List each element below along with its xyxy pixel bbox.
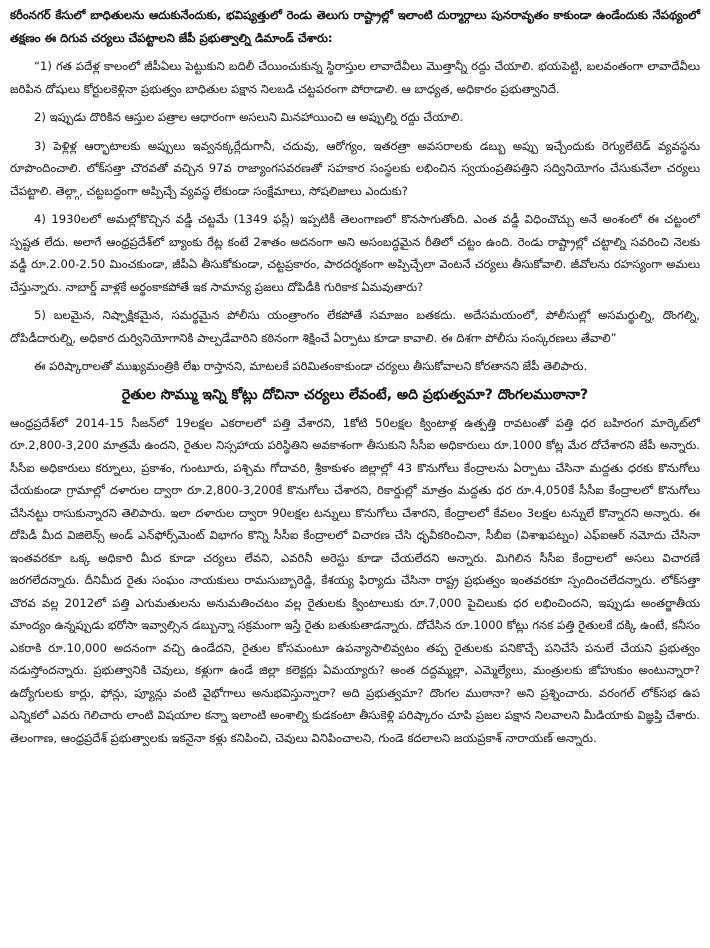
body-paragraph: ఆంధ్రప్రదేశ్‌లో 2014-15 సీజన్‌లో 19లక్షల ఎకరాలలో పత్తి వేశారని, 1కోటి 50లక్షల క్వింటాళ్ల ఉత్పత్తి రావటంతో పత్తి ధర బహిరంగ మార్కెట్‌లో రూ.2,800-3,200 మాత్రమే ఉందని, రైతుల నిస్సహాయ పరిస్థితిని అవకాశంగా తీసుకుని సీసీఐ అధికారులు రూ.1000 కోట్ల మేర దోచేశారని జేపీ అన్నారు. సీసీఐ అధికారులు కర్నూలు, ప్రకాశం, గుంటూరు, పశ్చిమ గోదావరి, శ్రీకాకుళం జిల్లాల్లో 43 కొనుగోలు కేంద్రాలను ఏర్పాటు చేసినా మద్దతు ధరకు కొనుగోలు చేయకుండా గ్రామాల్లో దళారుల ద్వారా రూ.2,800-3,200కే కొనుగోలు చేశారని, రికార్డుల్లో మాత్రం మద్దతు ధర రూ.4,050కే సీసీఐ కేంద్రాలలో కొనుగోలు చేసినట్టు రాసుకున్నారని తెలిపారు. ఇలా దళారుల ద్వారా 90లక్షల టన్నులు కొనుగోలు చేశారని, కేంద్రాలలో కేవలం 3లక్షల టన్నులే కొన్నారని అన్నారు. ఈ దోపిడీ మీద విజిలెన్స్ అండ్ ఎన్‌ఫోర్స్‌మెంట్ విభాగం కొన్ని సీసీఐ కేంద్రాలలో విచారణ చేసి ధృవీకరించినా, సీబీఐ (విశాఖపట్నం) ఎఫ్ఐఆర్ నమోదు చేసినా ఇంతవరకూ ఒక్క అధికారి మీద కూడా చర్యలు లేవని, ఎవరినీ అరెస్టు కూడా చేయలేదని అన్నారు. మిగిలిన సీసీఐ కేంద్రాలలో అసలు విచారణే జరగలేదన్నారు. దీనిమీద రైతు సంఘం నాయకులు రామసుబ్బారెడ్డి, కేశయ్య ఫిర్యాదు చేసినా రాష్ట్ర ప్రభుత్వం ఇంతవరకూ స్పందించలేదన్నారు. లోక్‌సత్తా చొరవ వల్ల 2012లో పత్తి ఎగుమతులను అనుమతించటం వల్ల రైతులకు క్వింటాలుకు రూ.7,000 పైచిలుకు ధర లభించిందని, ఇప్పుడు అంతర్జాతీయ మాంద్యం ఉన్నప్పుడు భరోసా ఇవ్వాల్సిన డబ్బున్నా సక్రమంగా ఇస్తే రైతు బతుకుతాడన్నారు. దోచేసిన రూ.1000 కోట్లు గనక పత్తి రైతులకే దక్కి ఉంటే, కనీసం ఎకరాకి రూ.10,000 అదనంగా వచ్చి ఉండేదని, రైతుల కోసమంటూ ఉపన్యాసాలివ్వటం తప్ప రైతులకు పనికొచ్చే పనిచేసే పనులే చేయని ప్రభుత్వం నడుస్తోందన్నారు. ప్రభుత్వానికి చెవులు, కళ్లుగా ఉండే జిల్లా కలెక్టర్లు ఏమయ్యారు? అంత దద్దమ్మల్లా, ఎమ్మెల్యేలు, మంత్రులకు జోహుకుం అంటున్నారా? ఉద్యోగులకు కార్లు, ఫోన్లు, ప్యూన్లు వంటి వైభోగాలు అనుభవిస్తున్నారా? అది ప్రభుత్వమా? దొంగల ముఠానా? అని ప్రశ్నించారు. వరంగల్ లోక్‌సభ ఉప ఎన్నికలో ఎవరు గెలిచారు లాంటి విషయాల కన్నా ఇలాంటి అంశాల్ని కుడకంటా తీసుకెళ్లి పరిష్కారం చూపి ప్రజల పక్షాన నిలవాలని మీడియాకు విజ్ఞప్తి చేశారు. తెలంగాణ, ఆంధ్రప్రదేశ్ ప్రభుత్వాలకు ఇకనైనా కళ్లు కనిపించి, చెవులు వినిపించాలని, గుండె కదలాలని జయప్రకాశ్ నారాయణ్ అన్నారు. xyxy=(10,415,700,745)
demand-4: 4) 1930లలో అమల్లోకొచ్చిన వడ్డీ చట్టమే (1349 ఫస్లీ) ఇప్పటికీ తెలంగాణలో కొనసాగుతోంది. ఎంత వడ్డీ విధించొచ్చు అనే అంశంలో ఈ చట్టంలో స్పష్టత లేదు. అలాగే ఆంధ్రప్రదేశ్‌లో బ్యాంకు రేట్ల కంటే 2శాతం అదనంగా అని అసంబద్ధమైన రీతిలో చట్టం ఉంది. రెండు రాష్ట్రాల్లో చట్టాల్ని సవరించి నెలకు వడ్డీ రూ.2.00-2.50 మించకుండా, జీపీఏ తీసుకోకుండా, చట్టప్రకారం, పారదర్శకంగా అప్పిచ్చేలా వెంటనే చర్యలు తీసుకోవాలి. జీవోలను రహస్యంగా అమలు చేస్తున్నారు. నాబార్డ్ వాళ్లకే అర్థంకాకపోతే ఇక సామాన్య ప్రజలు దోపిడీకి గురికాక ఏమవుతారు? xyxy=(10,212,700,294)
closing-paragraph: ఈ పరిష్కారాలతో ముఖ్యమంత్రికి లేఖ రాస్తానని, మాటలకే పరిమితంకాకుండా చర్యలు తీసుకోవాలని కోరతానని జేపీ తెలిపారు. xyxy=(34,359,588,373)
demand-3: 3) పెళ్లిళ్ల ఆర్భాటాలకు అప్పులు ఇవ్వనక్కర్లేదుగానీ, చదువు, ఆరోగ్యం, ఇతరత్రా అవసరాలకు డబ్బు అప్పు ఇచ్చేందుకు రెగ్యులేటెడ్ వ్యవస్థను రూపొందించాలి. లోక్‌సత్తా చొరవతో వచ్చిన 97వ రాజ్యాంగసవరణతో సహకార సంస్థలకు లభించిన స్వయంప్రతిపత్తిని సద్వినియోగం చేసుకునేలా చర్యలు చేపట్టాలి. తెల్గ్గా, చట్టబద్ధంగా అప్పిచ్చే వ్యవస్థ లేకుండా సంక్షేమాలు, సోషలిజాలు ఎందుకు? xyxy=(10,138,700,198)
section-heading: రైతుల సొమ్ము ఇన్ని కోట్లు దోచినా చర్యలు లేవంటే, అది ప్రభుత్వమా? దొంగలముఠానా? xyxy=(121,386,589,403)
demand-1: “1) గత పదేళ్ల కాలంలో జీపీఏలు పెట్టుకుని బదిలీ చేయించుకున్న స్థిరాస్తుల లావాదేవీలు మొత్తాన్నీ రద్దు చేయాలి. భయపెట్టి, బలవంతంగా లావాదేవీలు జరిపిన దోషులు కోర్టులకెళ్లినా ప్రభుత్వం బాధితుల పక్షాన నిలబడి చట్టపరంగా పోరాడాలి. ఆ బాధ్యత, అధికారం ప్రభుత్వానిదే. xyxy=(10,59,700,96)
lead-paragraph: కరీంనగర్ కేసులో బాధితులను ఆదుకునేందుకు, భవిష్యత్తులో రెండు తెలుగు రాష్ట్రాల్లో ఇలాంటి దుర్మార్గాలు పునరావృతం కాకుండా ఉండేందుకు నేపథ్యంలో తక్షణం ఈ దిగువ చర్యలు చేపట్టాలని జేపీ ప్రభుత్వాల్ని డిమాండ్ చేశారు: xyxy=(10,8,700,45)
demand-2: 2) ఇప్పుడు దొరికిన ఆస్తుల పత్రాల ఆధారంగా అసలుని మినహాయించి ఆ అప్పుల్ని రద్దు చేయాలి. xyxy=(34,110,464,124)
demand-5: 5) బలమైన, నిష్పాక్షికమైన, సమర్థమైన పోలీసు యంత్రాంగం లేకపోతే సమాజం బతకదు. అదేసమయంలో, పోలీసుల్లో అసమర్థుల్ని, దొంగల్ని, దోపిడీదారుల్ని, అధికార దుర్వినియోగానికి పాల్పడేవారిని కఠినంగా శిక్షించే ఏర్పాటు కూడా కావాలి. ఈ దిశగా పోలీసు సంస్కరణలు తేవాలి” xyxy=(10,308,700,345)
